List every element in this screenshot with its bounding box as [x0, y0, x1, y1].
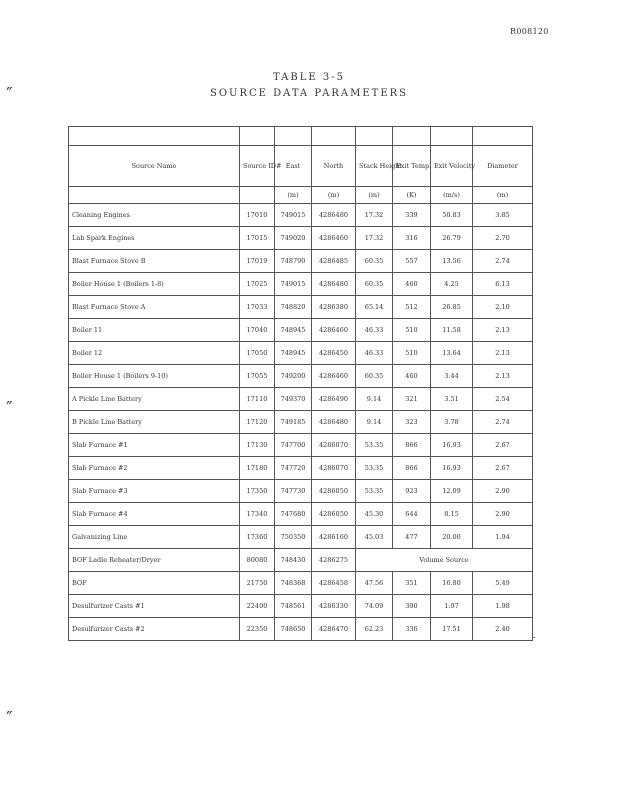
cell-north: 4286380: [312, 296, 356, 319]
cell-exit-velocity: 26.85: [431, 296, 473, 319]
cell-exit-velocity: 11.58: [431, 319, 473, 342]
cell-stack-height: 53.35: [356, 434, 393, 457]
cell-north: 4286050: [312, 503, 356, 526]
table-units-row: [69, 187, 533, 204]
cell-exit-temp: 866: [393, 457, 431, 480]
cell-north: 4286160: [312, 526, 356, 549]
cell-source-name: Boiler 11: [69, 319, 240, 342]
cell-north: 4286480: [312, 273, 356, 296]
cell-exit-velocity: 4.25: [431, 273, 473, 296]
cell-source-name: A Pickle Line Battery: [69, 388, 240, 411]
cell-east: 749200: [275, 365, 312, 388]
cell-east: 747730: [275, 480, 312, 503]
cell-north: 4286458: [312, 572, 356, 595]
cell-source-id: 17055: [240, 365, 275, 388]
cell-exit-velocity: 16.93: [431, 434, 473, 457]
cell-source-name: Slab Furnace #4: [69, 503, 240, 526]
cell-diameter: 2.74: [473, 250, 533, 273]
cell-stack-height: 45.30: [356, 503, 393, 526]
unit-north: (m): [312, 187, 356, 204]
cell-source-id: 17015: [240, 227, 275, 250]
cell-stack-height: 65.14: [356, 296, 393, 319]
header-diameter: Diameter: [473, 146, 533, 187]
source-data-table-container: [68, 126, 532, 641]
cell-east: 748368: [275, 572, 312, 595]
table-row: [69, 204, 533, 227]
cell-stack-height: 17.32: [356, 227, 393, 250]
table-top-spacer-row: [69, 127, 533, 146]
cell-stack-height: 46.33: [356, 319, 393, 342]
cell-diameter: 2.70: [473, 227, 533, 250]
binder-hole-mark-bottom: ″: [6, 708, 13, 729]
cell-diameter: 5.49: [473, 572, 533, 595]
header-exit-temp: Exit Temp.: [393, 146, 431, 187]
cell-exit-velocity: 17.51: [431, 618, 473, 641]
cell-exit-temp: 460: [393, 273, 431, 296]
table-row: [69, 250, 533, 273]
cell-exit-velocity: 8.15: [431, 503, 473, 526]
cell-source-name: BOF: [69, 572, 240, 595]
table-body: [69, 204, 533, 641]
binder-hole-mark-middle: ″: [6, 398, 13, 419]
cell-stack-height: 9.14: [356, 411, 393, 434]
table-row: [69, 526, 533, 549]
cell-exit-temp: 323: [393, 411, 431, 434]
cell-north: 4286460: [312, 365, 356, 388]
cell-source-id: 17110: [240, 388, 275, 411]
cell-stack-height: 60.35: [356, 365, 393, 388]
cell-east: 749015: [275, 273, 312, 296]
cell-exit-velocity: 3.51: [431, 388, 473, 411]
cell-east: 748650: [275, 618, 312, 641]
cell-diameter: 2.67: [473, 434, 533, 457]
cell-source-id: 17033: [240, 296, 275, 319]
cell-diameter: 6.13: [473, 273, 533, 296]
unit-source-name: [69, 187, 240, 204]
cell-diameter: 1.98: [473, 595, 533, 618]
header-north: North: [312, 146, 356, 187]
table-row: [69, 273, 533, 296]
cell-source-name: BOF Ladle Reheater/Dryer: [69, 549, 240, 572]
cell-source-id: 17010: [240, 204, 275, 227]
cell-east: 748430: [275, 549, 312, 572]
document-id: R008120: [510, 27, 549, 36]
cell-exit-velocity: 3.78: [431, 411, 473, 434]
cell-source-name: Lab Spark Engines: [69, 227, 240, 250]
cell-exit-temp: 336: [393, 618, 431, 641]
cell-source-id: 17120: [240, 411, 275, 434]
cell-east: 748561: [275, 595, 312, 618]
header-stack-height: Stack Height: [356, 146, 393, 187]
cell-north: 4286070: [312, 457, 356, 480]
cell-source-name: Blast Furnace Stove A: [69, 296, 240, 319]
cell-diameter: 2.74: [473, 411, 533, 434]
cell-diameter: 1.94: [473, 526, 533, 549]
cell-exit-velocity: 12.09: [431, 480, 473, 503]
cell-stack-height: 46.33: [356, 342, 393, 365]
cell-diameter: 2.90: [473, 480, 533, 503]
cell-source-id: 17019: [240, 250, 275, 273]
cell-stack-height: 17.32: [356, 204, 393, 227]
cell-source-name: Galvanizing Line: [69, 526, 240, 549]
cell-source-name: Desulfurizer Casts #1: [69, 595, 240, 618]
cell-exit-temp: 512: [393, 296, 431, 319]
cell-east: 748820: [275, 296, 312, 319]
table-row: [69, 342, 533, 365]
cell-source-id: 17130: [240, 434, 275, 457]
cell-exit-velocity: 16.80: [431, 572, 473, 595]
cell-north: 4286330: [312, 595, 356, 618]
source-data-table: [68, 126, 533, 641]
cell-source-name: Slab Furnace #2: [69, 457, 240, 480]
cell-stack-height: 45.03: [356, 526, 393, 549]
cell-stack-height: 9.14: [356, 388, 393, 411]
cell-source-name: Cleaning Engines: [69, 204, 240, 227]
cell-north: 4286275: [312, 549, 356, 572]
cell-exit-velocity: 13.64: [431, 342, 473, 365]
table-row: [69, 388, 533, 411]
cell-north: 4286460: [312, 227, 356, 250]
table-row: [69, 296, 533, 319]
cell-exit-temp: 866: [393, 434, 431, 457]
cell-exit-velocity: 26.79: [431, 227, 473, 250]
cell-source-id: 17350: [240, 480, 275, 503]
cell-north: 4286470: [312, 618, 356, 641]
table-row: [69, 549, 533, 572]
cell-source-id: 17050: [240, 342, 275, 365]
table-row: [69, 319, 533, 342]
table-header-row: [69, 146, 533, 187]
cell-east: 749020: [275, 227, 312, 250]
cell-exit-velocity: 1.97: [431, 595, 473, 618]
cell-stack-height: 53.35: [356, 457, 393, 480]
cell-east: 749370: [275, 388, 312, 411]
cell-diameter: 2.90: [473, 503, 533, 526]
cell-north: 4286070: [312, 434, 356, 457]
cell-east: 747700: [275, 434, 312, 457]
cell-north: 4286480: [312, 204, 356, 227]
cell-exit-temp: 321: [393, 388, 431, 411]
table-caption: SOURCE DATA PARAMETERS: [209, 88, 409, 99]
header-east: East: [275, 146, 312, 187]
cell-exit-temp: 460: [393, 365, 431, 388]
cell-north: 4286485: [312, 250, 356, 273]
cell-source-id: 17360: [240, 526, 275, 549]
unit-exit-temp: (K): [393, 187, 431, 204]
cell-source-id: 17180: [240, 457, 275, 480]
cell-east: 750350: [275, 526, 312, 549]
cell-north: 4286480: [312, 411, 356, 434]
header-exit-velocity: Exit Velocity: [431, 146, 473, 187]
table-title: [0, 70, 618, 102]
cell-source-name: Boiler House 1 (Boilers 9-10): [69, 365, 240, 388]
cell-source-id: 22350: [240, 618, 275, 641]
cell-diameter: 2.10: [473, 296, 533, 319]
cell-exit-velocity: 50.83: [431, 204, 473, 227]
cell-north: 4286460: [312, 319, 356, 342]
cell-exit-temp: 477: [393, 526, 431, 549]
cell-source-name: B Pickle Line Battery: [69, 411, 240, 434]
cell-exit-velocity: 16.93: [431, 457, 473, 480]
cell-diameter: 2.67: [473, 457, 533, 480]
table-row: [69, 365, 533, 388]
unit-stack-height: (m): [356, 187, 393, 204]
cell-exit-temp: 339: [393, 204, 431, 227]
table-row: [69, 434, 533, 457]
cell-exit-temp: 510: [393, 342, 431, 365]
cell-source-name: Blast Furnace Stove B: [69, 250, 240, 273]
cell-exit-temp: 644: [393, 503, 431, 526]
cell-north: 4286490: [312, 388, 356, 411]
cell-stack-height: 60.35: [356, 250, 393, 273]
cell-diameter: 2.13: [473, 342, 533, 365]
cell-volume-source-note: Volume Source: [356, 549, 533, 572]
unit-exit-velocity: (m/s): [431, 187, 473, 204]
cell-exit-velocity: 13.56: [431, 250, 473, 273]
table-row: [69, 411, 533, 434]
table-number: TABLE 3-5: [273, 72, 345, 83]
cell-source-name: Boiler 12: [69, 342, 240, 365]
cell-east: 748790: [275, 250, 312, 273]
cell-source-id: 17025: [240, 273, 275, 296]
cell-north: 4286050: [312, 480, 356, 503]
cell-east: 749015: [275, 204, 312, 227]
cell-diameter: 3.85: [473, 204, 533, 227]
cell-east: 749185: [275, 411, 312, 434]
cell-east: 747680: [275, 503, 312, 526]
cell-north: 4286450: [312, 342, 356, 365]
cell-exit-velocity: 3.44: [431, 365, 473, 388]
binder-hole-mark-top: ″: [6, 84, 13, 105]
cell-stack-height: 74.09: [356, 595, 393, 618]
cell-source-id: 17040: [240, 319, 275, 342]
header-source-name: Source Name: [69, 146, 240, 187]
cell-diameter: 2.13: [473, 365, 533, 388]
cell-source-name: Boiler House 1 (Boilers 1-8): [69, 273, 240, 296]
header-source-id: Source ID#: [240, 146, 275, 187]
cell-stack-height: 47.56: [356, 572, 393, 595]
unit-east: (m): [275, 187, 312, 204]
cell-exit-temp: 390: [393, 595, 431, 618]
stray-mark: [532, 637, 535, 638]
table-row: [69, 503, 533, 526]
cell-exit-temp: 510: [393, 319, 431, 342]
cell-source-id: 22400: [240, 595, 275, 618]
cell-source-id: 80080: [240, 549, 275, 572]
cell-east: 748945: [275, 342, 312, 365]
table-row: [69, 480, 533, 503]
cell-source-name: Desulfurizer Casts #2: [69, 618, 240, 641]
table-row: [69, 227, 533, 250]
unit-source-id: [240, 187, 275, 204]
unit-diameter: (m): [473, 187, 533, 204]
cell-exit-temp: 923: [393, 480, 431, 503]
cell-exit-temp: 351: [393, 572, 431, 595]
cell-stack-height: 60.35: [356, 273, 393, 296]
cell-exit-temp: 316: [393, 227, 431, 250]
table-row: [69, 618, 533, 641]
table-row: [69, 457, 533, 480]
cell-east: 747720: [275, 457, 312, 480]
table-row: [69, 572, 533, 595]
cell-stack-height: 62.23: [356, 618, 393, 641]
cell-diameter: 2.54: [473, 388, 533, 411]
cell-source-id: 21750: [240, 572, 275, 595]
cell-diameter: 2.13: [473, 319, 533, 342]
cell-source-name: Slab Furnace #3: [69, 480, 240, 503]
cell-source-id: 17340: [240, 503, 275, 526]
cell-stack-height: 53.35: [356, 480, 393, 503]
cell-exit-temp: 557: [393, 250, 431, 273]
table-row: [69, 595, 533, 618]
cell-source-name: Slab Furnace #1: [69, 434, 240, 457]
cell-east: 748945: [275, 319, 312, 342]
cell-exit-velocity: 20.00: [431, 526, 473, 549]
cell-diameter: 2.40: [473, 618, 533, 641]
